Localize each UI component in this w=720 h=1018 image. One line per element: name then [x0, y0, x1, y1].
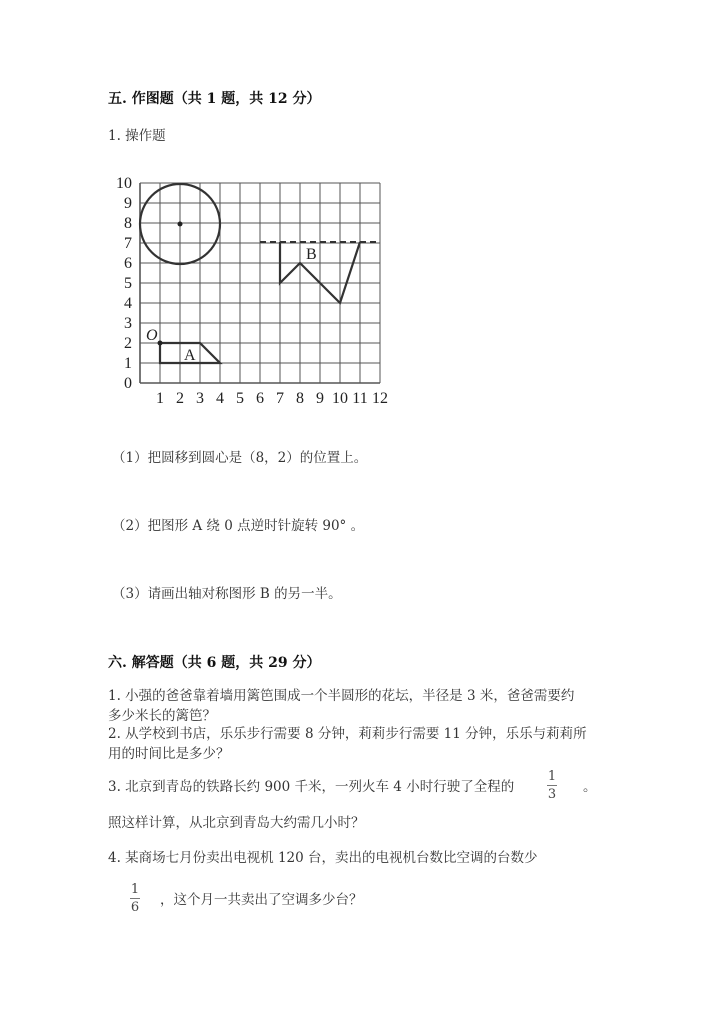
q4-line-1: 4. 某商场七月份卖出电视机 120 台，卖出的电视机台数比空调的台数少: [108, 850, 538, 866]
x-tick-label: 3: [196, 390, 204, 407]
point-o-dot: [158, 341, 163, 346]
fraction-denominator: 3: [547, 787, 557, 802]
y-tick-label: 1: [124, 355, 132, 372]
q3-line-2: 照这样计算，从北京到青岛大约需几小时？: [108, 815, 365, 831]
section-6-title: 六. 解答题（共 6 题，共 29 分）: [108, 655, 321, 671]
circle-center-dot: [178, 222, 183, 227]
q3-line-1: 3. 北京到青岛的铁路长约 900 千米，一列火车 4 小时行驶了全程的: [108, 779, 515, 795]
x-tick-label: 5: [236, 390, 244, 407]
q1-line-2: 多少米长的篱笆？: [108, 708, 216, 724]
x-tick-label: 10: [332, 390, 348, 407]
y-tick-label: 0: [124, 375, 132, 392]
coordinate-grid-diagram: [110, 170, 400, 410]
q2-line-1: 2. 从学校到书店，乐乐步行需要 8 分钟，莉莉步行需要 11 分钟，乐乐与莉莉所: [108, 726, 587, 742]
q4-fraction: [130, 882, 140, 915]
q1-line-1: 1. 小强的爸爸靠着墙用篱笆围成一个半圆形的花坛，半径是 3 米，爸爸需要约: [108, 688, 575, 704]
x-tick-label: 8: [296, 390, 304, 407]
fraction-numerator: 1: [547, 769, 557, 784]
fraction-numerator: 1: [130, 882, 140, 897]
shape-b-label: B: [306, 246, 317, 263]
y-tick-label: 5: [124, 275, 132, 292]
y-tick-label: 2: [124, 335, 132, 352]
tick-labels: [116, 175, 388, 407]
x-tick-label: 9: [316, 390, 324, 407]
q2-line-2: 用的时间比是多少？: [108, 746, 230, 762]
q4-line-2: ，这个月一共卖出了空调多少台？: [160, 892, 363, 908]
point-o-label: O: [146, 327, 158, 344]
x-tick-label: 1: [156, 390, 164, 407]
x-tick-label: 11: [352, 390, 368, 407]
y-tick-label: 7: [124, 235, 132, 252]
x-tick-label: 2: [176, 390, 184, 407]
x-tick-label: 12: [372, 390, 388, 407]
x-tick-label: 4: [216, 390, 224, 407]
y-tick-label: 4: [124, 295, 132, 312]
x-tick-label: 7: [276, 390, 284, 407]
q3-fraction: [547, 769, 557, 802]
shape-a-label: A: [184, 347, 196, 364]
x-tick-label: 6: [256, 390, 264, 407]
y-tick-label: 3: [124, 315, 132, 332]
sub-question-3: （3）请画出轴对称图形 B 的另一半。: [112, 586, 342, 602]
question-1-label: 1. 操作题: [108, 128, 166, 144]
y-tick-label: 9: [124, 195, 132, 212]
y-tick-label: 6: [124, 255, 132, 272]
fraction-denominator: 6: [130, 900, 140, 915]
q3-period: 。: [583, 779, 597, 795]
sub-question-2: （2）把图形 A 绕 0 点逆时针旋转 90° 。: [112, 518, 365, 534]
section-5-title: 五. 作图题（共 1 题，共 12 分）: [108, 91, 321, 107]
y-tick-label: 10: [116, 175, 132, 192]
y-tick-label: 8: [124, 215, 132, 232]
sub-question-1: （1）把圆移到圆心是（8，2）的位置上。: [112, 450, 368, 466]
grid-lines: [140, 183, 380, 383]
